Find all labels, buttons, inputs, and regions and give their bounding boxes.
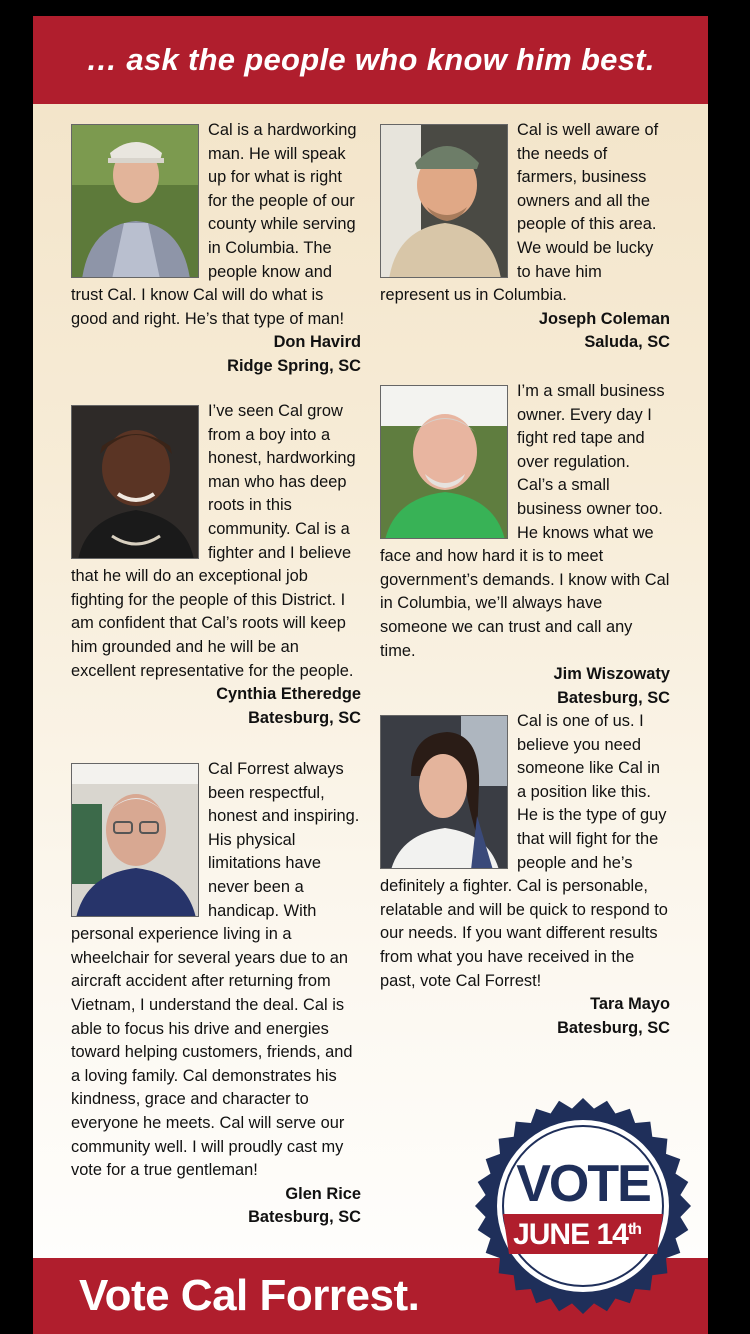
photo-tara-mayo (380, 715, 508, 869)
testimonial-signature (380, 663, 670, 710)
portrait-icon (381, 716, 508, 869)
testimonial-name: Cynthia Etheredge (216, 685, 361, 704)
testimonial-signature (380, 993, 670, 1040)
photo-don-havird (71, 124, 199, 278)
photo-glen-rice (71, 763, 199, 917)
portrait-icon (72, 406, 199, 559)
testimonial-quote: Cal Forrest always been respectful, honest and inspiring. His physical limitations have never been a handicap. With personal experience living in a wheelchair for several years due to an aircraft accident after returning from Vietnam, I understand the deal. Cal is able to focus his drive and energies toward helping customers, friends, and a loving family. Cal demonstrates his kindness, grace and character to everyone he meets. Cal will serve our community well. I will proudly cast my vote for a true gentleman! (71, 760, 360, 1180)
photo-joseph-coleman (380, 124, 508, 278)
testimonial-name: Tara Mayo (590, 995, 670, 1014)
testimonial-quote: Cal is a hardworking man. He will speak up for what is right for the people of our county while serving in Columbia. The people know and trust Cal. I know Cal will do what is good and right. He’s that type of man! (71, 121, 357, 328)
portrait-icon (381, 386, 508, 539)
photo-jim-wiszowaty (380, 385, 508, 539)
testimonial-location: Batesburg, SC (248, 1208, 361, 1227)
testimonial-quote: Cal is one of us. I believe you need someone like Cal in a position like this. He is the type of guy that will fight for the people and he’s definitely a fighter. Cal is personable, relatable and will be quick to respond to our needs. If you want different results from what you have received in the past, vote Cal Forrest! (380, 712, 668, 990)
vote-seal (473, 1096, 693, 1316)
header-banner (33, 16, 708, 104)
testimonial-signature (71, 683, 361, 730)
testimonial-name: Joseph Coleman (538, 309, 670, 328)
testimonial-quote: I’ve seen Cal grow from a boy into a honest, hardworking man who has deep roots in this community. Cal is a fighter and I believe that he will do an exceptional job fighting for the people of this District. I am confident that Cal’s roots will keep him grounded and he will be an excellent representative for the people. (71, 402, 356, 680)
seal-date-text: JUNE 14th (513, 1218, 641, 1251)
testimonial-don-havird (71, 119, 361, 379)
testimonial-location: Saluda, SC (584, 333, 670, 352)
testimonial-location: Ridge Spring, SC (227, 356, 361, 375)
testimonial-location: Batesburg, SC (248, 708, 361, 727)
testimonial-name: Don Havird (273, 333, 361, 352)
portrait-icon (72, 125, 199, 278)
testimonial-name: Jim Wiszowaty (553, 665, 670, 684)
testimonial-signature (71, 331, 361, 378)
testimonial-quote: Cal is well aware of the needs of farmers, business owners and all the people of this area. We would be lucky to have him represent us in Columbia. (380, 121, 659, 305)
testimonial-glen-rice (71, 758, 361, 1230)
portrait-icon (72, 764, 199, 917)
testimonial-tara-mayo (380, 710, 670, 1040)
testimonial-location: Batesburg, SC (557, 688, 670, 707)
footer-slogan: Vote Cal Forrest. (79, 1271, 420, 1320)
testimonial-jim-wiszowaty (380, 380, 670, 710)
header-title: … ask the people who know him best. (86, 42, 655, 77)
seal-vote-text: VOTE (516, 1155, 650, 1213)
testimonial-quote: I’m a small business owner. Every day I fight red tape and over regulation. Cal’s a small business owner too. He knows what we face and how hard it is to meet government’s demands. I know with Cal in Columbia, we’ll always have someone we can trust and call any time. (380, 382, 670, 660)
flyer-page (33, 16, 708, 1334)
testimonial-signature (71, 1183, 361, 1230)
photo-cynthia-etheredge (71, 405, 199, 559)
testimonial-location: Batesburg, SC (557, 1018, 670, 1037)
portrait-icon (381, 125, 508, 278)
testimonial-joseph-coleman (380, 119, 670, 355)
testimonial-signature (380, 308, 670, 355)
testimonial-cynthia-etheredge (71, 400, 361, 730)
testimonial-name: Glen Rice (285, 1184, 361, 1203)
